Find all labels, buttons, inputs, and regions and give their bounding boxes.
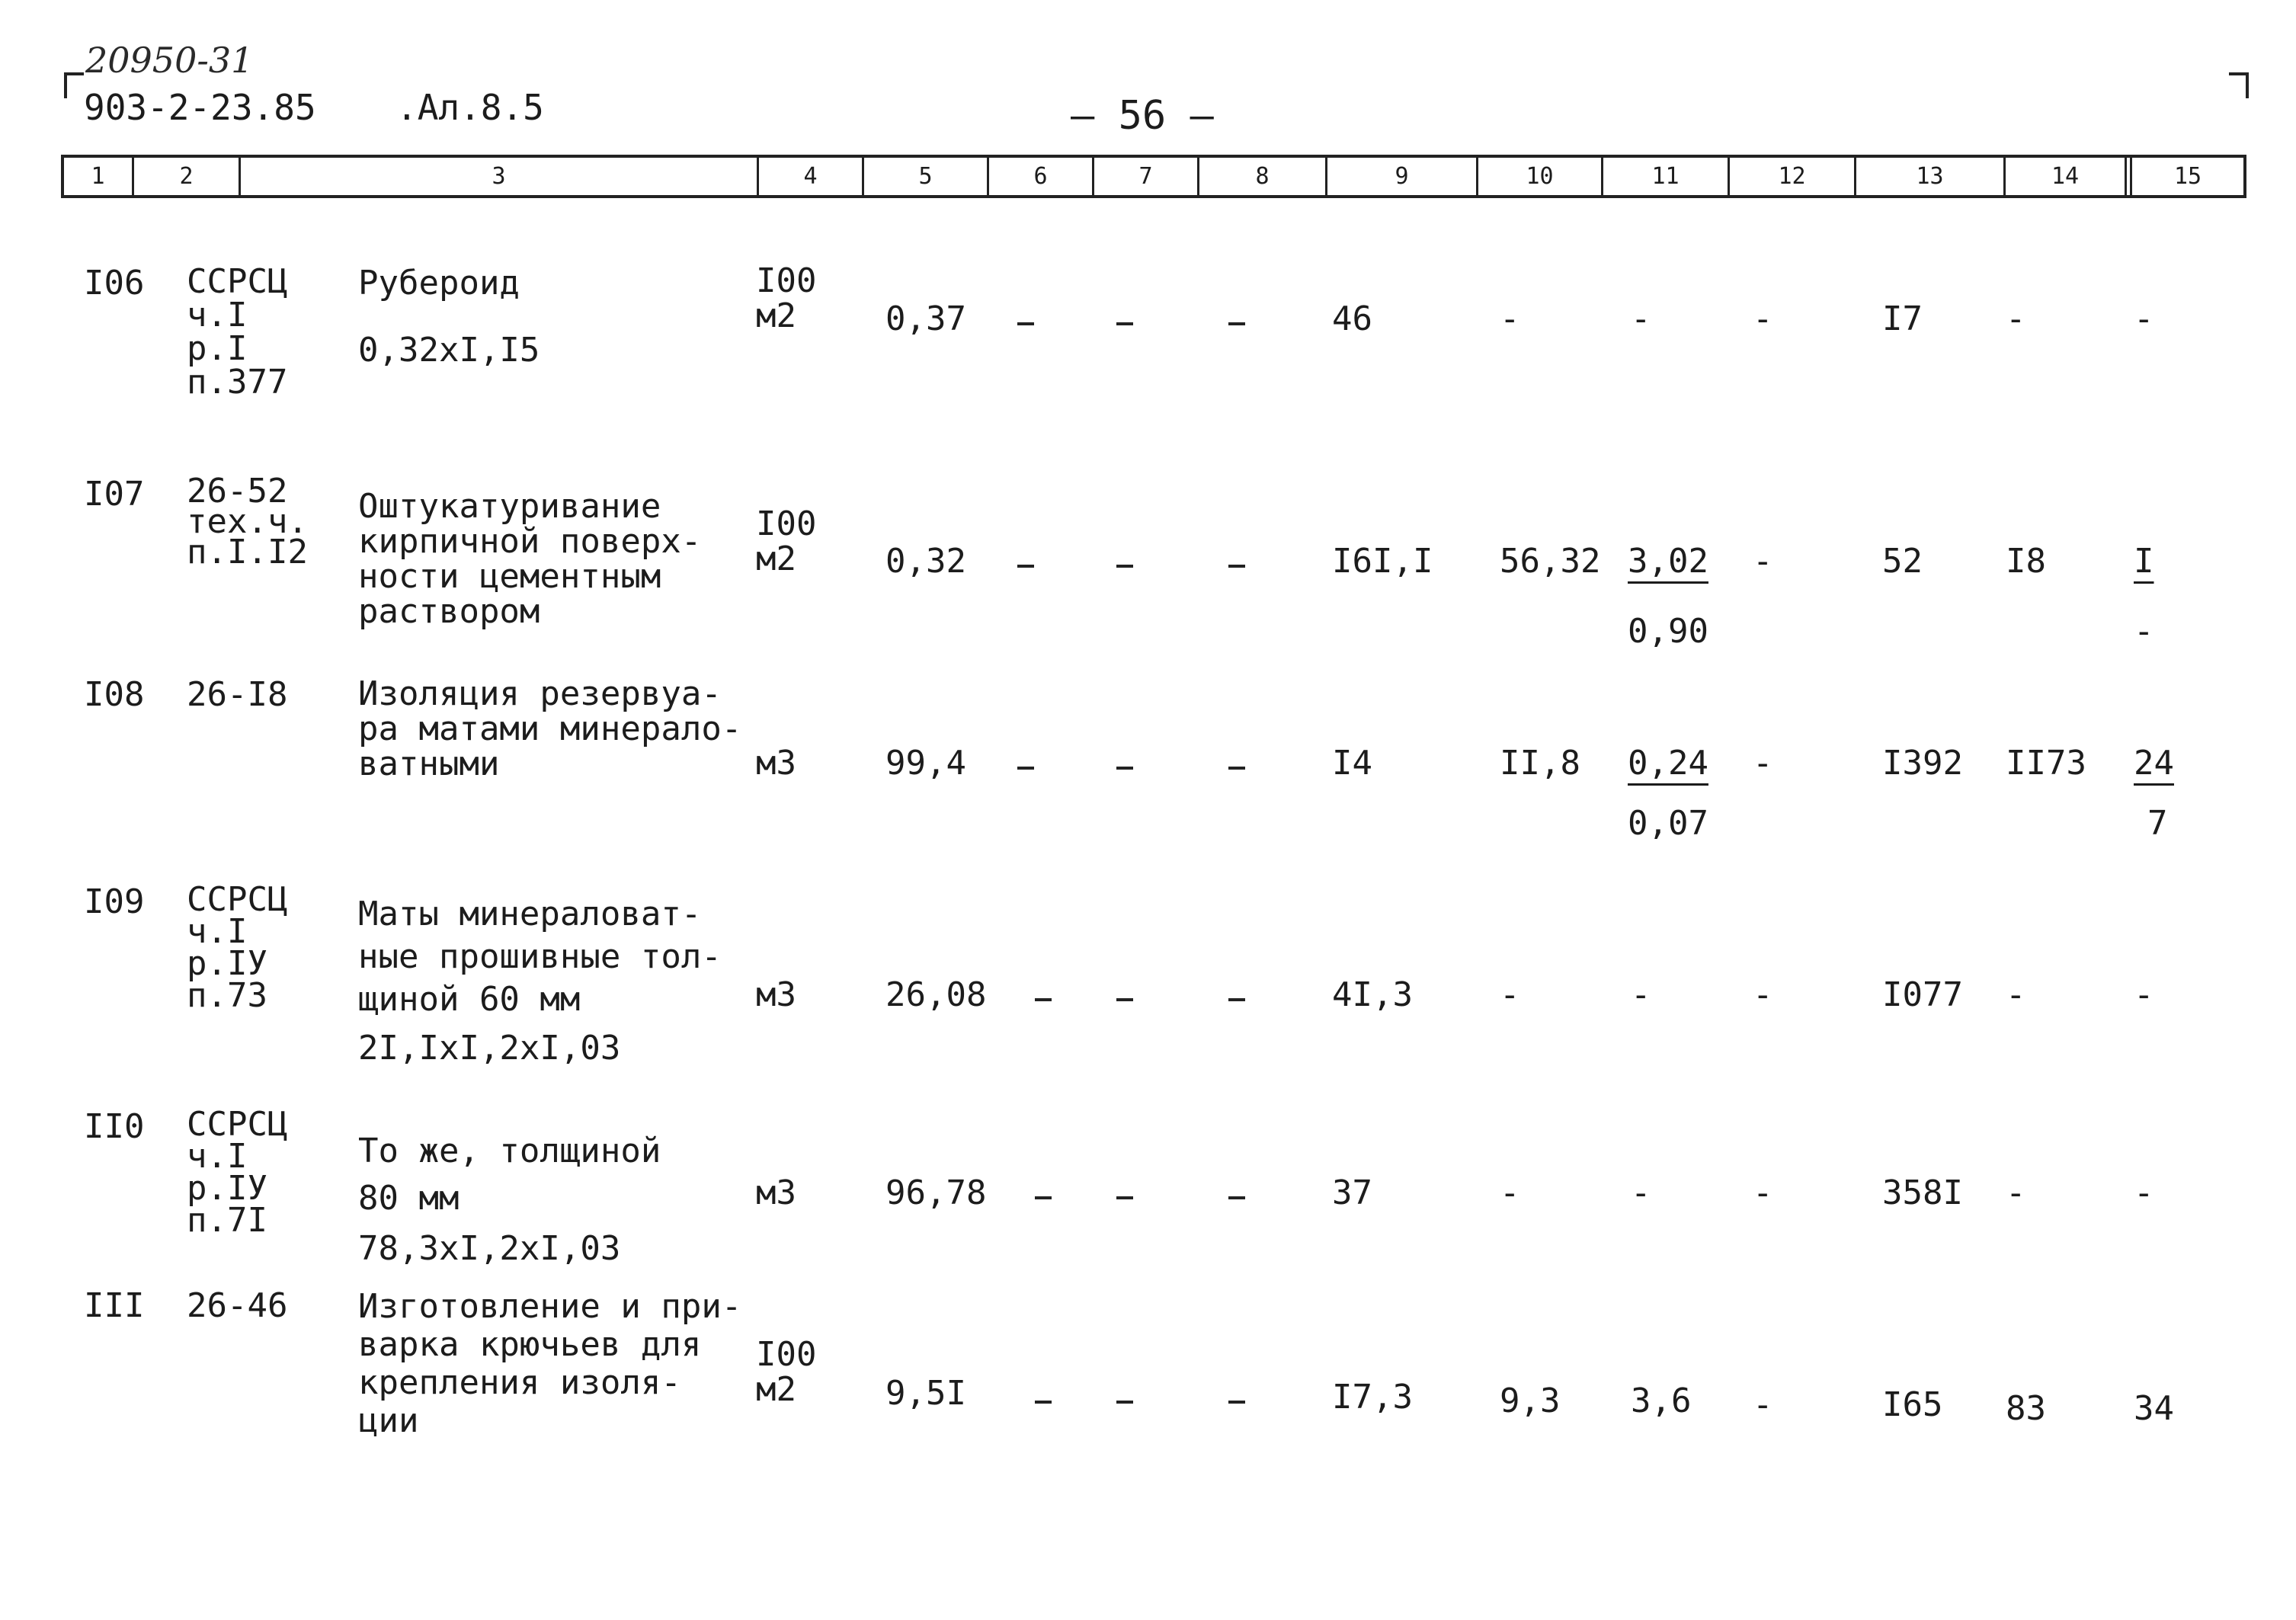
row-description: То же, толщиной 80 мм bbox=[358, 1132, 661, 1218]
row-description: Оштукатуривание кирпичной поверх- ности цементным раствором bbox=[358, 487, 702, 631]
document-code: 903-2-23.85 bbox=[84, 87, 316, 128]
row-col13: I65 bbox=[1882, 1385, 1943, 1424]
row-col10: - bbox=[1500, 299, 1520, 338]
row-col15-sub: 7 bbox=[2147, 804, 2168, 843]
empty-dash bbox=[1116, 565, 1133, 568]
row-unit: м3 bbox=[756, 1173, 796, 1212]
row-col14: I8 bbox=[2006, 542, 2046, 581]
empty-dash bbox=[1116, 1401, 1133, 1404]
row-col11: 3,02 bbox=[1628, 542, 1708, 581]
row-col14: II73 bbox=[2006, 744, 2086, 783]
empty-dash bbox=[1116, 1196, 1133, 1199]
empty-dash bbox=[1017, 565, 1034, 568]
column-header: 12 bbox=[1730, 158, 1856, 195]
row-col15-sub: - bbox=[2134, 612, 2154, 651]
row-number: III bbox=[84, 1286, 145, 1325]
column-header: 8 bbox=[1199, 158, 1327, 195]
row-code: 26-I8 bbox=[187, 675, 288, 714]
row-col11: 3,6 bbox=[1631, 1381, 1692, 1420]
row-code: ССРСЦ ч.I р.IУ п.73 bbox=[187, 880, 288, 1015]
row-col9: I7,3 bbox=[1332, 1378, 1413, 1417]
row-code: 26-46 bbox=[187, 1286, 288, 1325]
column-header: 13 bbox=[1856, 158, 2006, 195]
row-col9: 37 bbox=[1332, 1173, 1372, 1212]
empty-dash bbox=[1116, 998, 1133, 1001]
row-col12: - bbox=[1753, 744, 1773, 783]
row-col13: I392 bbox=[1882, 744, 1963, 783]
row-number: I07 bbox=[84, 475, 145, 514]
column-header: 9 bbox=[1327, 158, 1478, 195]
row-col11: - bbox=[1631, 1173, 1651, 1212]
row-col9: 46 bbox=[1332, 299, 1372, 338]
column-header: 7 bbox=[1094, 158, 1199, 195]
row-number: I06 bbox=[84, 264, 145, 303]
corner-bracket-left bbox=[64, 72, 84, 98]
row-unit: I00 м2 bbox=[756, 1335, 817, 1409]
row-col12: - bbox=[1753, 299, 1773, 338]
row-col15: - bbox=[2134, 1173, 2154, 1212]
empty-dash bbox=[1017, 322, 1034, 325]
row-col10: - bbox=[1500, 1173, 1520, 1212]
row-col13: 52 bbox=[1882, 542, 1923, 581]
empty-dash bbox=[1228, 1196, 1245, 1199]
empty-dash bbox=[1035, 998, 1052, 1001]
empty-dash bbox=[1228, 767, 1245, 770]
row-description: Изоляция резервуа- ра матами минерало- ватными bbox=[358, 674, 742, 783]
empty-dash bbox=[1228, 1401, 1245, 1404]
row-unit: I00 м2 bbox=[756, 261, 817, 335]
row-quantity: 9,5I bbox=[885, 1374, 966, 1413]
row-col11: 0,24 bbox=[1628, 744, 1708, 783]
row-col11-sub: 0,07 bbox=[1628, 804, 1708, 843]
empty-dash bbox=[1228, 565, 1245, 568]
row-col9: I6I,I bbox=[1332, 542, 1433, 581]
row-col15: 34 bbox=[2134, 1389, 2174, 1428]
row-code: ССРСЦ ч.I р.IУ п.7I bbox=[187, 1105, 288, 1240]
column-header: 10 bbox=[1478, 158, 1603, 195]
handwritten-number: 20950-31 bbox=[85, 40, 254, 81]
column-header: 3 bbox=[241, 158, 759, 195]
row-unit: м3 bbox=[756, 744, 796, 783]
row-col9: I4 bbox=[1332, 744, 1372, 783]
page-number: — 56 — bbox=[1071, 93, 1214, 139]
row-col13: I077 bbox=[1882, 975, 1963, 1014]
empty-dash bbox=[1116, 322, 1133, 325]
row-col9: 4I,3 bbox=[1332, 975, 1413, 1014]
row-number: I09 bbox=[84, 882, 145, 921]
row-col15: - bbox=[2134, 299, 2154, 338]
row-quantity: 26,08 bbox=[885, 975, 987, 1014]
empty-dash bbox=[1228, 998, 1245, 1001]
row-col11-sub: 0,90 bbox=[1628, 612, 1708, 651]
row-col10: 56,32 bbox=[1500, 542, 1601, 581]
corner-bracket-right bbox=[2229, 72, 2249, 98]
row-col13: 358I bbox=[1882, 1173, 1963, 1212]
row-col10: II,8 bbox=[1500, 744, 1580, 783]
row-col10: - bbox=[1500, 975, 1520, 1014]
row-col15: I bbox=[2134, 542, 2154, 581]
column-header: 5 bbox=[864, 158, 989, 195]
row-code: ССРСЦ ч.I р.I п.377 bbox=[187, 262, 288, 402]
row-formula: 2I,IxI,2xI,03 bbox=[358, 1029, 621, 1068]
row-col15: - bbox=[2134, 975, 2154, 1014]
row-code: 26-52 тех.ч. п.I.I2 bbox=[187, 472, 308, 571]
empty-dash bbox=[1035, 1196, 1052, 1199]
row-col10: 9,3 bbox=[1500, 1381, 1561, 1420]
row-formula: 0,32xI,I5 bbox=[358, 331, 540, 370]
album-reference: .Ал.8.5 bbox=[396, 87, 544, 128]
row-description: Маты минераловат- ные прошивные тол- щиной 60 мм bbox=[358, 895, 722, 1019]
row-col12: - bbox=[1753, 542, 1773, 581]
column-header: 15 bbox=[2173, 163, 2202, 190]
empty-dash bbox=[1116, 767, 1133, 770]
column-header: 6 bbox=[989, 158, 1094, 195]
empty-dash bbox=[1017, 767, 1034, 770]
row-col14: - bbox=[2006, 975, 2026, 1014]
column-header: 11 bbox=[1603, 158, 1730, 195]
row-col12: - bbox=[1753, 1385, 1773, 1424]
column-header: 4 bbox=[759, 158, 864, 195]
row-number: II0 bbox=[84, 1107, 145, 1146]
row-col12: - bbox=[1753, 975, 1773, 1014]
row-formula: 78,3xI,2xI,03 bbox=[358, 1229, 621, 1268]
row-col14: 83 bbox=[2006, 1389, 2046, 1428]
column-header: 1 bbox=[64, 158, 134, 195]
row-quantity: 0,32 bbox=[885, 542, 966, 581]
row-unit: м3 bbox=[756, 975, 796, 1014]
row-col14: - bbox=[2006, 299, 2026, 338]
column-header-row bbox=[61, 155, 2246, 198]
row-description: Изготовление и при- варка крючьев для крепления изоля- ции bbox=[358, 1287, 742, 1440]
row-number: I08 bbox=[84, 675, 145, 714]
empty-dash bbox=[1035, 1401, 1052, 1404]
row-col12: - bbox=[1753, 1173, 1773, 1212]
row-col11: - bbox=[1631, 299, 1651, 338]
row-quantity: 99,4 bbox=[885, 744, 966, 783]
row-col11: - bbox=[1631, 975, 1651, 1014]
row-col15: 24 bbox=[2134, 744, 2174, 783]
row-unit: I00 м2 bbox=[756, 504, 817, 578]
row-col14: - bbox=[2006, 1173, 2026, 1212]
row-quantity: 0,37 bbox=[885, 299, 966, 338]
column-header: 14 bbox=[2006, 158, 2132, 195]
empty-dash bbox=[1228, 322, 1245, 325]
row-col13: I7 bbox=[1882, 299, 1923, 338]
column-header: 2 bbox=[134, 158, 241, 195]
row-description: Рубероид bbox=[358, 264, 520, 303]
row-quantity: 96,78 bbox=[885, 1173, 987, 1212]
